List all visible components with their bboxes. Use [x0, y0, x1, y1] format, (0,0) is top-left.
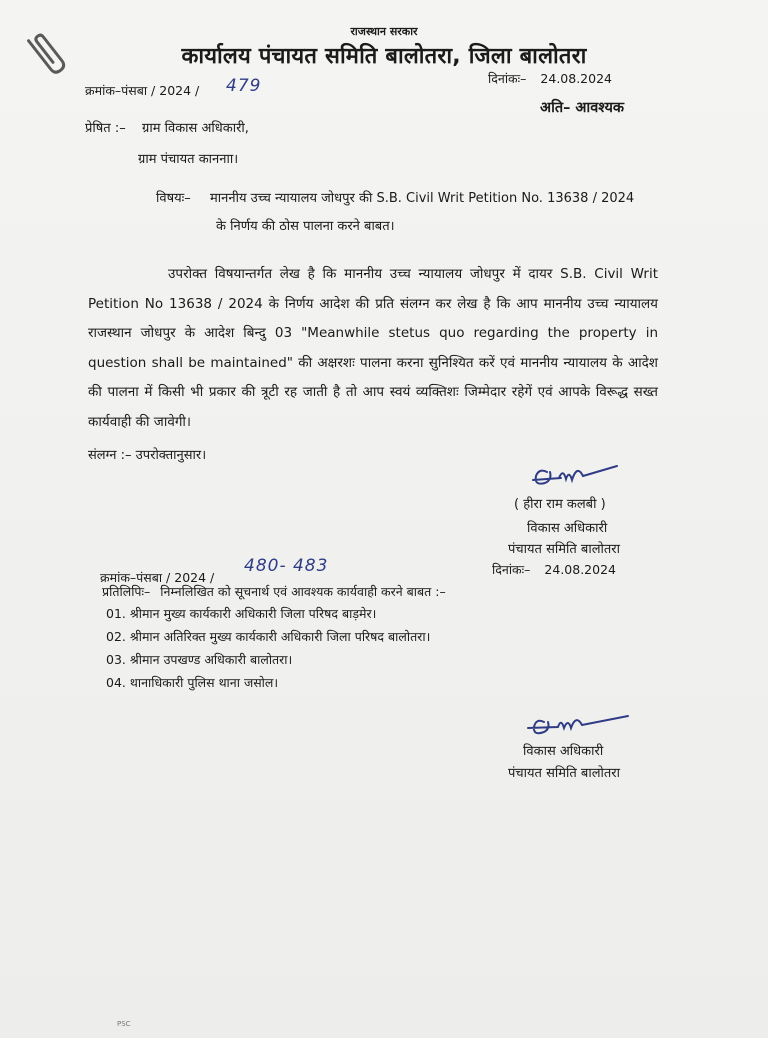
reference-prefix: क्रमांक–पंसबा / 2024 / — [85, 83, 200, 98]
urgent-label: अति– आवश्यक — [540, 100, 624, 116]
date-label: दिनांकः– — [492, 562, 531, 577]
enclosure-line: संलग्न :– उपरोक्तानुसार। — [88, 448, 207, 463]
addressee-line-1: ग्राम विकास अधिकारी, — [142, 121, 249, 136]
copy-label: प्रतिलिपिः– — [102, 584, 151, 599]
copy-intro: निम्नलिखित को सूचनार्थ एवं आवश्यक कार्यवाही करने बाबत :– — [160, 584, 446, 599]
copy-item: 04. थानाधिकारी पुलिस थाना जसोल। — [106, 675, 279, 690]
signatory-office: पंचायत समिति बालोतरा — [508, 542, 620, 557]
signatory-2-office: पंचायत समिति बालोतरा — [508, 766, 620, 781]
handwritten-reference-number: 479 — [226, 76, 262, 96]
reference-number-2: क्रमांक–पंसबा / 2024 / — [100, 570, 215, 585]
signatory-name: ( हीरा राम कलबी ) — [514, 497, 606, 512]
government-label: राजस्थान सरकार — [350, 25, 418, 38]
subject-line-2: के निर्णय की ठोस पालना करने बाबत। — [216, 219, 395, 234]
copy-item: 03. श्रीमान उपखण्ड अधिकारी बालोतरा। — [106, 652, 293, 667]
date-value: 24.08.2024 — [540, 71, 612, 86]
footer-mark: PSC — [117, 1020, 131, 1028]
subject-label: विषयः– — [156, 191, 191, 206]
date-label: दिनांकः– — [488, 71, 527, 86]
signature-1 — [525, 458, 625, 498]
subject-line-1: माननीय उच्च न्यायालय जोधपुर की S.B. Civil Writ Petition No. 13638 / 2024 — [210, 191, 635, 206]
copy-item: 01. श्रीमान मुख्य कार्यकारी अधिकारी जिला परिषद बाड़मेर। — [106, 606, 377, 621]
addressee-line-2: ग्राम पंचायत काननाा। — [138, 152, 239, 167]
addressee-label: प्रेषित :– — [85, 121, 126, 136]
reference-number-1 — [85, 82, 199, 99]
copy-item: 02. श्रीमान अतिरिक्त मुख्य कार्यकारी अधिकारी जिला परिषद बालोतरा। — [106, 629, 431, 644]
copy-heading — [102, 583, 446, 600]
signatory-designation: विकास अधिकारी — [527, 521, 608, 536]
office-title: कार्यालय पंचायत समिति बालोतरा, जिला बालोतरा — [181, 44, 587, 69]
date-1 — [488, 70, 612, 87]
handwritten-copy-numbers: 480- 483 — [244, 556, 329, 576]
body-paragraph: उपरोक्त विषयान्तर्गत लेख है कि माननीय उच्च न्यायालय जोधपुर में दायर S.B. Civil Writ Petition No 13638 / 2024 के निर्णय आदेश की प्रति संलग्न कर लेख है कि आप माननीय उच्च न्यायालय राजस्थान जोधपुर के आदेश बिन्दु 03 "Meanwhile stetus quo regarding the property in question shall be maintained" की अक्षरशः पालना करना सुनिश्यित करें एवं माननीय न्यायालय के आदेश की पालना में किसी भी प्रकार की त्रूटी रह जाती है तो आप स्वयं व्यक्तिशः जिम्मेदार रहेगें एवं आपके विरूद्ध सख्त कार्यवाही की जावेगी। — [88, 266, 658, 430]
date-2 — [492, 561, 616, 578]
date-value: 24.08.2024 — [544, 562, 616, 577]
signatory-2-designation: विकास अधिकारी — [523, 744, 604, 759]
